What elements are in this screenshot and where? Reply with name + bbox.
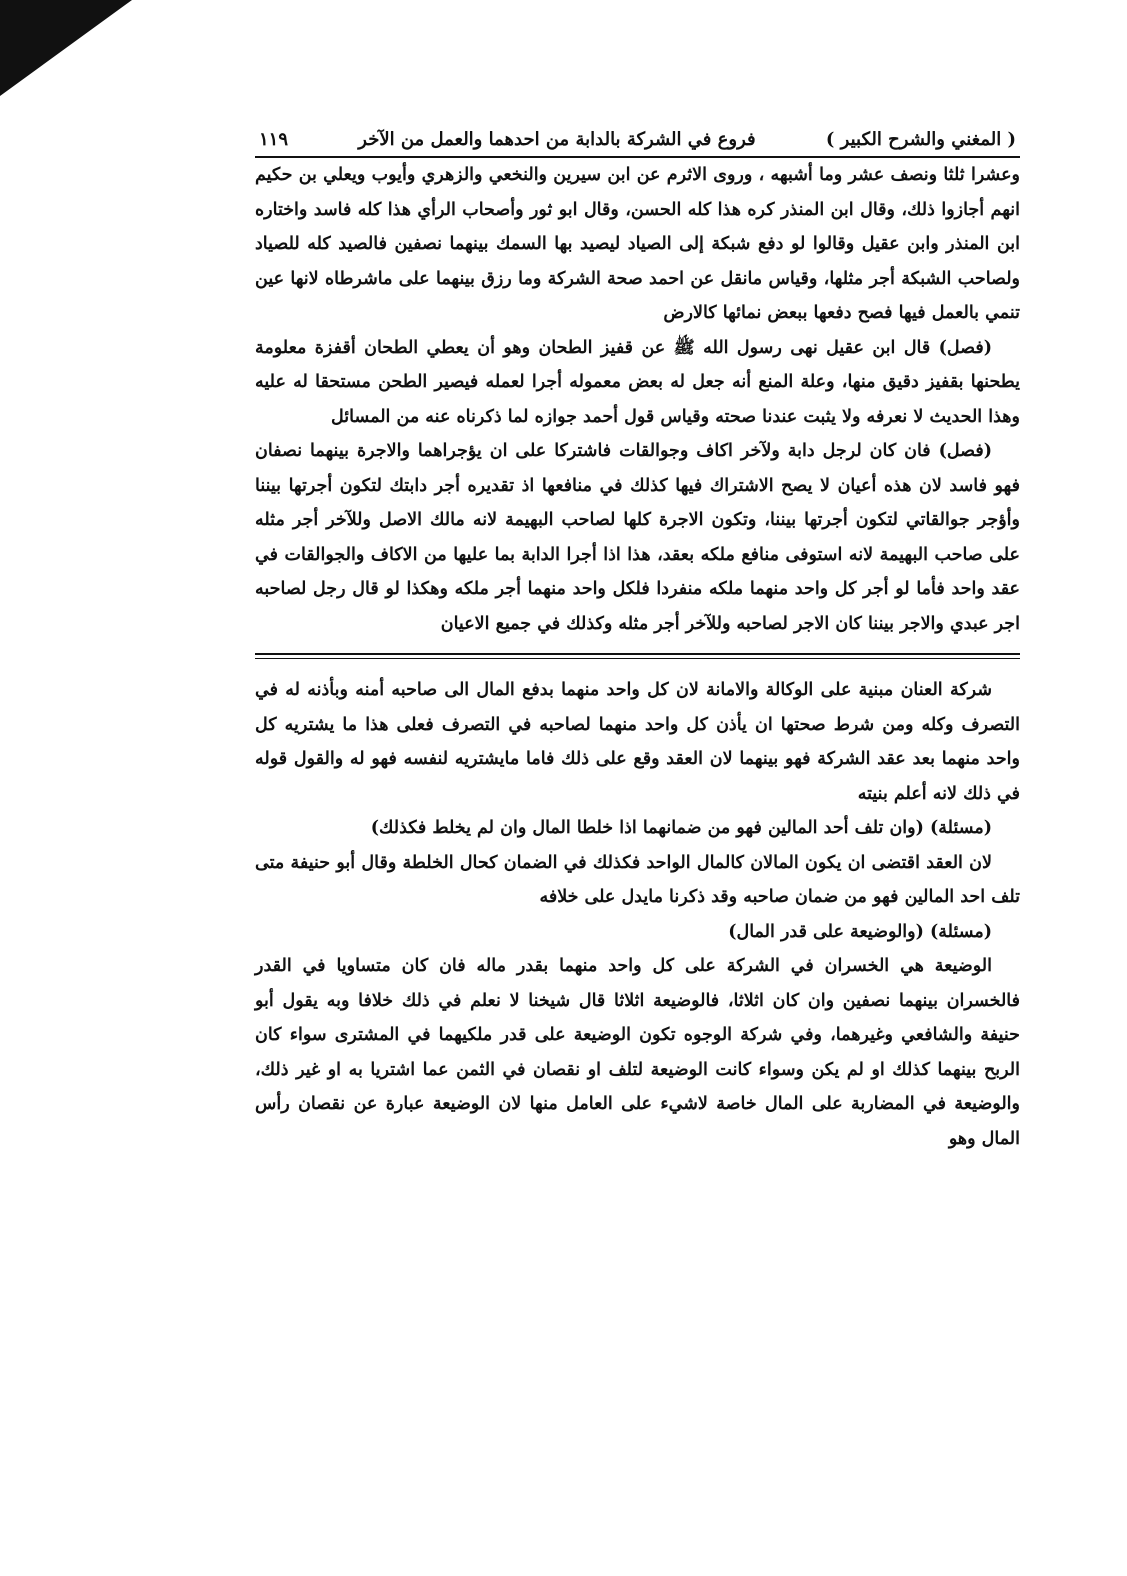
page-number: ١١٩ (259, 128, 289, 150)
masala-heading: (مسئلة) (والوضيعة على قدر المال) (728, 921, 992, 942)
running-title: فروع في الشركة بالدابة من احدهما والعمل من الآخر (358, 128, 756, 150)
commentary-paragraph: شركة العنان مبنية على الوكالة والامانة لان كل واحد منهما بدفع المال الى صاحبه أمنه وبأذنه له في التصرف وكله ومن شرط صحتها ان يأذن كل واحد منهما لصاحبه في التصرف فعلى هذا ما يشتريه كل واحد منهما بعد عقد الشركة فهو بينهما لان العقد وقع على ذلك فاما مايشتريه لنفسه فهو له والقول قوله في ذلك لانه أعلم بنيته (255, 680, 1020, 804)
commentary-paragraph: لان العقد اقتضى ان يكون المالان كالمال الواحد فكذلك في الضمان كحال الخلطة وقال أبو حنيفة متى تلف احد المالين فهو من ضمان صاحبه وقد ذكرنا مايدل على خلافه (255, 852, 1020, 907)
book-title: ( المغني والشرح الكبير ) (825, 128, 1016, 150)
scan-corner-shadow (0, 0, 132, 96)
main-paragraph: (فصل) فان كان لرجل دابة ولآخر اكاف وجوالقات فاشتركا على ان يؤجراهما والاجرة بينهما نصفان فهو فاسد لان هذه أعيان لا يصح الاشتراك فيها كذلك في منافعها اذ تقديره أجر دابتك لتكون أجرتها بيننا وأؤجر جوالقاتي لتكون أجرتها بيننا، وتكون الاجرة كلها لصاحب البهيمة لانه مالك الاصل وللآخر أجر مثله على صاحب البهيمة لانه استوفى منافع ملكه بعقد، هذا اذا أجرا الدابة بما عليها من الاكاف والجوالقات في عقد واحد فأما لو أجر كل واحد منهما ملكه منفردا فلكل واحد منهما أجر ملكه وهكذا لو قال رجل لصاحبه اجر عبدي والاجر بيننا كان الاجر لصاحبه وللآخر أجر مثله وكذلك في جميع الاعيان (255, 441, 1020, 634)
main-paragraph: (فصل) قال ابن عقيل نهى رسول الله ﷺ عن قفيز الطحان وهو أن يعطي الطحان أقفزة معلومة يطحنها بقفيز دقيق منها، وعلة المنع أنه جعل له بعض معموله أجرا لعمله فيصير الطحن مستحقا له عليه وهذا الحديث لا نعرفه ولا يثبت عندنا صحته وقياس قول أحمد جوازه لما ذكرناه عنه من المسائل (255, 337, 1020, 427)
masala-heading: (مسئلة) (وان تلف أحد المالين فهو من ضمانهما اذا خلطا المال وان لم يخلط فكذلك) (370, 818, 992, 838)
running-header (255, 122, 1020, 156)
commentary-section (255, 673, 1020, 1156)
section-divider (255, 653, 1020, 659)
book-page (255, 122, 1020, 1156)
commentary-paragraph: الوضيعة هي الخسران في الشركة على كل واحد منهما بقدر ماله فان كان متساويا في القدر فالخسران بينهما نصفين وان كان اثلاثا، فالوضيعة اثلاثا قال شيخنا لا نعلم في ذلك خلافا وبه يقول أبو حنيفة والشافعي وغيرهما، وفي شركة الوجوه تكون الوضيعة على قدر ملكيهما في المشترى سواء كان الربح بينهما كذلك او لم يكن وسواء كانت الوضيعة لتلف او نقصان في الثمن عما اشتريا به او غير ذلك، والوضيعة في المضاربة على المال خاصة لاشيء على العامل منها لان الوضيعة عبارة عن نقصان رأس المال وهو (255, 956, 1020, 1149)
main-paragraph: وعشرا ثلثا ونصف عشر وما أشبهه ، وروى الاثرم عن ابن سيرين والنخعي والزهري وأيوب ويعلي بن حكيم انهم أجازوا ذلك، وقال ابن المنذر كره هذا كله الحسن، وقال ابو ثور وأصحاب الرأي هذا كله فاسد واختاره ابن المنذر وابن عقيل وقالوا لو دفع شبكة إلى الصياد ليصيد بها السمك بينهما نصفين فالصيد كله للصياد ولصاحب الشبكة أجر مثلها، وقياس مانقل عن احمد صحة الشركة وما رزق بينهما على ماشرطاه لانها عين تنمي بالعمل فيها فصح دفعها ببعض نمائها كالارض (255, 165, 1020, 323)
